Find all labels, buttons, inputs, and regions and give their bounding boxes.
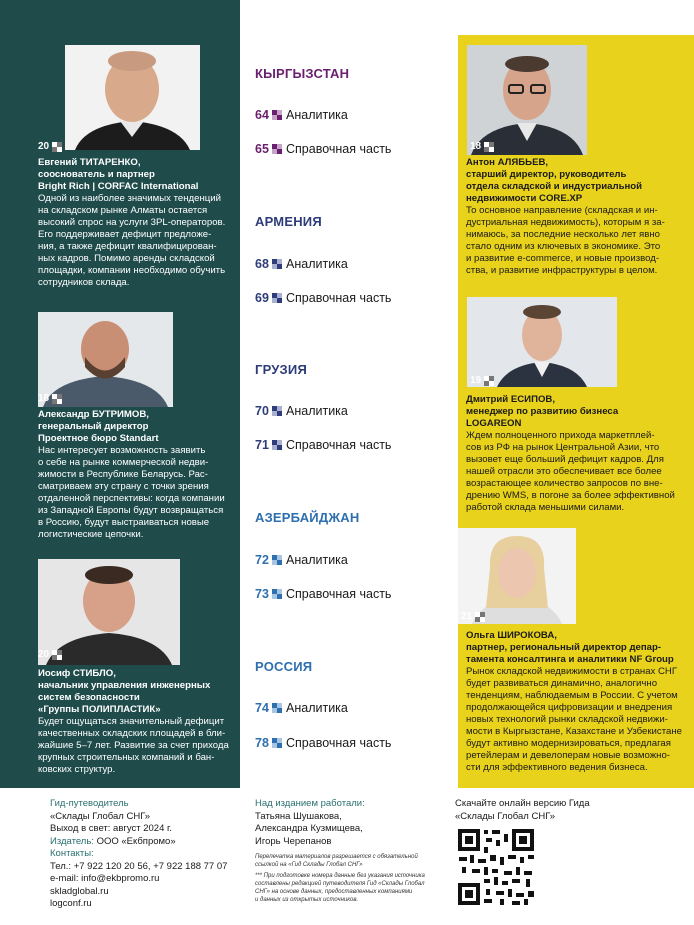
checker-icon	[52, 394, 62, 404]
page-ref-shirokova	[461, 611, 485, 622]
person-role: сооснователь и партнер Bright Rich | CORFAC International	[38, 169, 199, 192]
page-number: 18	[38, 393, 50, 404]
toc-page: 70	[255, 404, 269, 418]
qr-code-graphic	[456, 827, 536, 907]
email-link[interactable]: e-mail: info@ekbpromo.ru	[50, 873, 160, 884]
page-ref-alyabyev	[470, 141, 494, 152]
person-role: менеджер по развитию бизнеса LOGAREON	[466, 406, 619, 429]
toc-label: Аналитика	[286, 257, 348, 271]
toc-label: Аналитика	[286, 553, 348, 567]
toc-label: Аналитика	[286, 404, 348, 418]
checker-icon	[52, 650, 62, 660]
toc-page: 71	[255, 438, 269, 452]
person-stiblo	[38, 668, 238, 776]
person-shirokova	[466, 630, 692, 774]
staff-member: Игорь Черепанов	[255, 835, 332, 847]
footer-staff	[255, 798, 445, 848]
toc-page: 73	[255, 587, 269, 601]
toc-label: Справочная часть	[286, 438, 392, 452]
toc-label: Аналитика	[286, 701, 348, 715]
person-esipov	[466, 394, 692, 514]
phones: Тел.: +7 922 120 20 56, +7 922 188 77 07	[50, 860, 228, 872]
toc-country-kyrgyzstan: КЫРГЫЗСТАН	[255, 66, 350, 81]
portrait-photo-titarenko	[65, 45, 200, 150]
toc-item[interactable]	[255, 701, 348, 715]
person-role: генеральный директор Проектное бюро Standart	[38, 421, 159, 444]
toc-country-russia: РОССИЯ	[255, 659, 313, 674]
checker-icon	[272, 738, 282, 748]
toc-page: 65	[255, 142, 269, 156]
toc-item[interactable]	[255, 404, 348, 418]
page-ref-butrimov	[38, 393, 62, 404]
person-titarenko	[38, 157, 238, 289]
data-source-note: *** При подготовке номера данные без указания источника составлены редакцией путеводителя Гид «Склады Глобал СНГ» на основе данных, предоставленных компаниями и данных из открытых источников.	[255, 873, 425, 903]
toc-item[interactable]	[255, 142, 391, 156]
toc-item[interactable]	[255, 108, 348, 122]
person-name: Дмитрий ЕСИПОВ,	[466, 394, 556, 405]
toc-country-armenia: АРМЕНИЯ	[255, 214, 322, 229]
toc-page: 72	[255, 553, 269, 567]
person-quote: Нас интересует возможность заявить о себе на рынке коммерческой недви- жимости в Республике Беларусь. Рас- сматриваем эту страну с точки зрения отдаленной перспективы: когда компании из Западной Европы будут возвращаться в Россию, будут выстраиваться новые логистические цепочки.	[38, 445, 225, 540]
checker-icon	[272, 589, 282, 599]
checker-icon	[475, 612, 485, 622]
person-quote: То основное направление (складская и ин- дустриальная недвижимость), которым я за- нимаюсь, за последние несколько лет явно стало одним из ключевых в экономике. Это и развитие e-commerce, и новые производ- ства, и развитие инфраструктуры в целом.	[466, 205, 665, 276]
portrait-photo-alyabyev	[467, 45, 587, 155]
person-quote: Рынок складской недвижимости в странах СНГ будет развиваться динамично, аналогично тенденциям, наблюдаемым в России. С учетом продолжающейся цифровизации и внедрения новых технологий рынки складской недвижи- мости в Кыргызстане, Казахстане и Узбекистане будут активно модернизироваться, предлагая ретейлерам и девелоперам новые возможно- сти для эффективного ведения бизнеса.	[466, 666, 682, 773]
portrait-photo-shirokova	[458, 528, 576, 624]
person-name: Иосиф СТИБЛО,	[38, 668, 116, 679]
reprint-note: Перепечатка материалов разрешается с обязательной ссылкой на «Гид Склады Глобал СНГ»	[255, 854, 418, 868]
checker-icon	[272, 703, 282, 713]
person-quote: Будет ощущаться значительный дефицит качественных складских площадей в бли- жайшие 5–7 лет. Развитие за счет прихода крупных строительных компаний и бан- ковских структур.	[38, 716, 229, 775]
staff-member: Александра Кузмищева,	[255, 823, 363, 834]
person-role: старший директор, руководитель отдела складской и индустриальной недвижимости CORE.XP	[466, 169, 643, 204]
contacts-label: Контакты:	[50, 848, 94, 859]
guide-label: Гид-путеводитель	[50, 798, 129, 809]
page-ref-stiblo	[38, 649, 62, 660]
release-date: Выход в свет: август 2024 г.	[50, 823, 172, 834]
checker-icon	[52, 142, 62, 152]
site-link-logconf[interactable]: logconf.ru	[50, 898, 92, 909]
checker-icon	[484, 376, 494, 386]
checker-icon	[272, 440, 282, 450]
page-number: 20	[38, 649, 50, 660]
checker-icon	[484, 142, 494, 152]
checker-icon	[272, 259, 282, 269]
person-quote: Одной из наиболее значимых тенденций на складском рынке Алматы остается высокий спрос на услуги 3PL-операторов. Его поддерживает дефицит предложе- ния, а также дефицит квалифицирован- ных кадров. Помимо аренды складской площадки, компании необходимо обучить сотрудников склада.	[38, 193, 226, 288]
toc-page: 78	[255, 736, 269, 750]
toc-item[interactable]	[255, 736, 391, 750]
toc-page: 64	[255, 108, 269, 122]
person-quote: Ждем полноценного прихода маркетплей- сов из РФ на рынок Центральной Азии, что вызовет еще больший дефицит кадров. Для нашей отрасли это обеспечивает все более возрастающее количество запросов по вне- дрению WMS, в погоне за более эффективной работой склада меньшими силами.	[466, 430, 675, 513]
toc-page: 68	[255, 257, 269, 271]
staff-member: Татьяна Шушакова,	[255, 810, 342, 822]
qr-code-icon[interactable]	[456, 827, 536, 907]
toc-label: Аналитика	[286, 108, 348, 122]
page-number: 21	[461, 611, 473, 622]
toc-label: Справочная часть	[286, 142, 392, 156]
person-role: партнер, региональный директор депар- тамента консалтинга и аналитики NF Group	[466, 642, 674, 665]
toc-page: 74	[255, 701, 269, 715]
page-number: 18	[470, 141, 482, 152]
toc-country-georgia: ГРУЗИЯ	[255, 362, 307, 377]
toc-item[interactable]	[255, 257, 348, 271]
checker-icon	[272, 293, 282, 303]
checker-icon	[272, 406, 282, 416]
portrait-photo-esipov	[467, 297, 617, 387]
footer-imprint	[50, 798, 250, 911]
publisher-label: Издатель:	[50, 835, 94, 847]
toc-label: Справочная часть	[286, 587, 392, 601]
page-ref-titarenko	[38, 141, 62, 152]
person-alyabyev	[466, 157, 692, 277]
page-ref-esipov	[470, 375, 494, 386]
toc-item[interactable]	[255, 553, 348, 567]
toc-page: 69	[255, 291, 269, 305]
toc-label: Справочная часть	[286, 291, 392, 305]
checker-icon	[272, 144, 282, 154]
toc-country-azerbaijan: АЗЕРБАЙДЖАН	[255, 510, 360, 525]
worked-label: Над изданием работали:	[255, 798, 365, 809]
site-link-skladglobal[interactable]: skladglobal.ru	[50, 885, 109, 897]
page-number: 19	[470, 375, 482, 386]
guide-title: «Склады Глобал СНГ»	[50, 810, 150, 822]
page-number: 20	[38, 141, 50, 152]
person-butrimov	[38, 409, 238, 541]
toc-item[interactable]	[255, 438, 391, 452]
person-role: начальник управления инженерных систем безопасности «Группы ПОЛИПЛАСТИК»	[38, 680, 211, 715]
person-name: Александр БУТРИМОВ,	[38, 409, 149, 420]
download-caption: Скачайте онлайн версию Гида «Склады Глобал СНГ»	[455, 798, 590, 822]
checker-icon	[272, 555, 282, 565]
checker-icon	[272, 110, 282, 120]
person-name: Антон АЛЯБЬЕВ,	[466, 157, 549, 168]
toc-item[interactable]	[255, 291, 391, 305]
toc-label: Справочная часть	[286, 736, 392, 750]
person-name: Ольга ШИРОКОВА,	[466, 630, 557, 641]
person-name: Евгений ТИТАРЕНКО,	[38, 157, 141, 168]
toc-item[interactable]	[255, 587, 391, 601]
publisher-name: ООО «Екбпромо»	[96, 835, 176, 847]
